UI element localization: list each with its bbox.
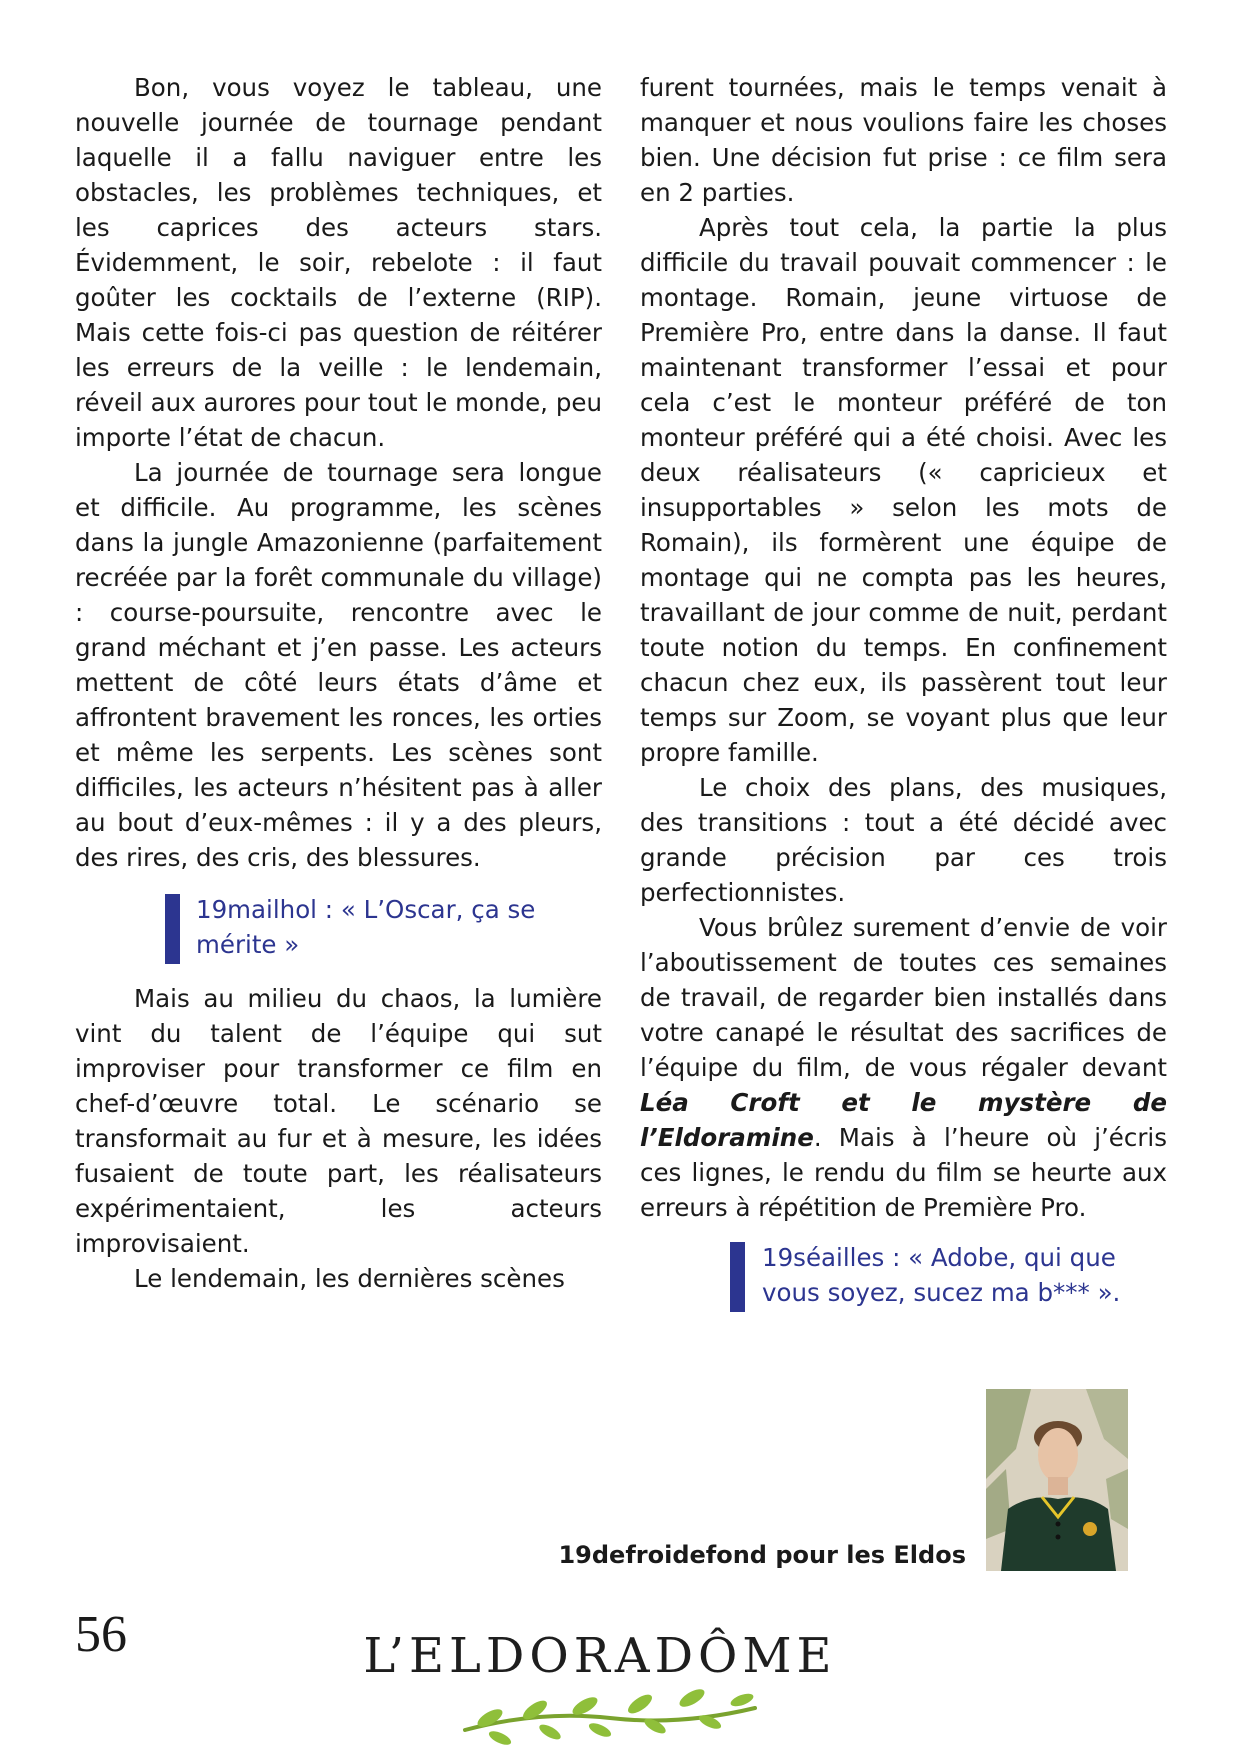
quote-bar [730, 1242, 745, 1312]
page-number: 56 [75, 1606, 127, 1663]
paragraph-text: . Mais à l’heure où j’écris ces lignes, le rendu du film se heurte aux erreurs à répétition de Première Pro. [640, 1123, 1167, 1222]
article-left-column [75, 70, 602, 1296]
paragraph: Mais au milieu du chaos, la lumière vint du talent de l’équipe qui sut improviser pour transformer ce film en chef-d’œuvre total. Le scénario se transformait au fur et à mesure, les idées fusaient de toute part, les réalisateurs expérimentaient, les acteurs improvisaient. [75, 984, 602, 1258]
paragraph-text: Vous brûlez surement d’envie de voir l’aboutissement de toutes ces semaines de travail, de regarder bien installés dans votre canapé le résultat des sacrifices de l’équipe du film, de vous régaler devant [640, 913, 1167, 1082]
paragraph: Le choix des plans, des musiques, des transitions : tout a été décidé avec grande précision par ces trois perfectionnistes. [640, 773, 1167, 907]
author-photo [986, 1389, 1128, 1571]
pull-quote [165, 892, 602, 962]
magazine-title: L’ELDORADÔME [363, 1628, 837, 1684]
author-portrait-icon [986, 1389, 1128, 1571]
paragraph: furent tournées, mais le temps venait à manquer et nous voulions faire les choses bien. Une décision fut prise : ce film sera en 2 parties. [640, 73, 1167, 207]
paragraph: La journée de tournage sera longue et difficile. Au programme, les scènes dans la jungle Amazonienne (parfaitement recréée par la forêt communale du village) : course-poursuite, rencontre avec le grand méchant et j’en passe. Les acteurs mettent de côté leurs états d’âme et affrontent bravement les ronces, les orties et même les serpents. Les scènes sont difficiles, les acteurs n’hésitent pas à aller au bout d’eux-mêmes : il y a des pleurs, des rires, des cris, des blessures. [75, 458, 602, 872]
quote-text: 19séailles : « Adobe, qui que vous soyez, sucez ma b*** ». [762, 1243, 1121, 1307]
paragraph: Le lendemain, les dernières scènes [134, 1264, 565, 1293]
article-right-column [640, 70, 1167, 1310]
pull-quote [730, 1240, 1167, 1310]
quote-bar [165, 894, 180, 964]
quote-text: 19mailhol : « L’Oscar, ça se mérite » [196, 895, 536, 959]
paragraph: Bon, vous voyez le tableau, une nouvelle journée de tournage pendant laquelle il a fallu naviguer entre les obstacles, les problèmes techniques, et les caprices des acteurs stars. Évidemment, le soir, rebelote : il faut goûter les cocktails de l’externe (RIP). Mais cette fois-ci pas question de réitérer les erreurs de la veille : le lendemain, réveil aux aurores pour tout le monde, peu importe l’état de chacun. [75, 73, 602, 452]
article-signature: 19defroidefond pour les Eldos [558, 1541, 966, 1569]
vine-ornament-icon [460, 1680, 760, 1750]
film-title: Léa Croft et le mystère de l’Eldoramine [640, 1088, 1167, 1152]
paragraph [640, 910, 1167, 1225]
paragraph: Après tout cela, la partie la plus difficile du travail pouvait commencer : le montage. Romain, jeune virtuose de Première Pro, entre dans la danse. Il faut maintenant transformer l’essai et pour cela c’est le monteur préféré de ton monteur préféré qui a été choisi. Avec les deux réalisateurs (« capricieux et insupportables » selon les mots de Romain), ils formèrent une équipe de montage qui ne compta pas les heures, travaillant de jour comme de nuit, perdant toute notion du temps. En confinement chacun chez eux, ils passèrent tout leur temps sur Zoom, se voyant plus que leur propre famille. [640, 213, 1167, 767]
